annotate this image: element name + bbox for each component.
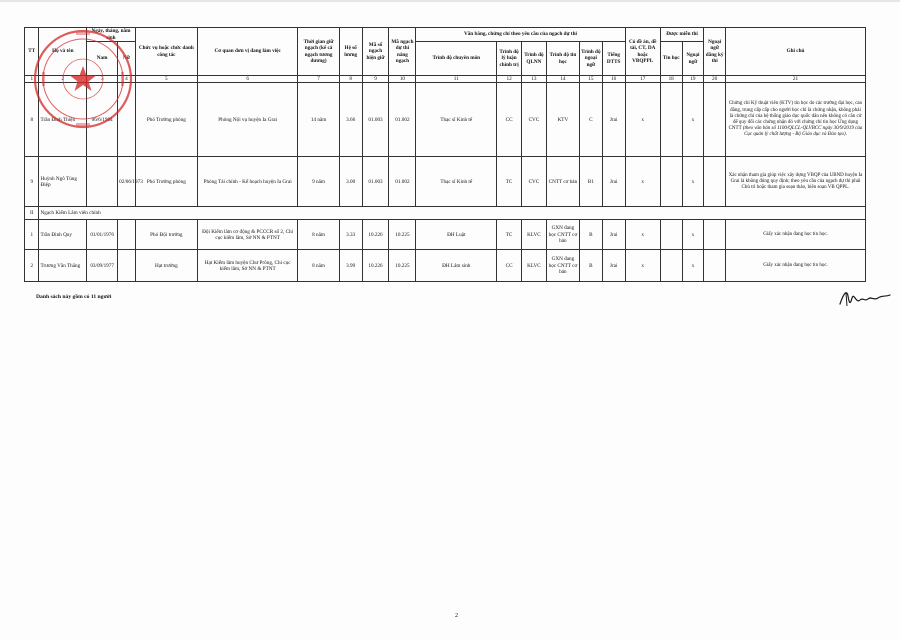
cell-mien-ngoai-ngu: x xyxy=(682,157,704,207)
cell-ma-so: 01.003 xyxy=(362,157,389,207)
header-co-quan: Cơ quan đơn vị đang làm việc xyxy=(197,28,297,76)
summary-footer: Danh sách này gồm có 11 người xyxy=(36,294,112,300)
ghi-chu-text: Xác nhận tham gia giúp việc xây dựng VBQP của UBND huyện Ia Grai là không đúng quy định; theo yêu cầu của ngạch dự thi phải Chủ trì hoặc tham gia soạn thảo, biên soạn VB QPPL. xyxy=(728,172,863,190)
cell-nu xyxy=(118,83,136,157)
handwritten-signature xyxy=(838,288,892,310)
cell-mien-tin-hoc xyxy=(660,157,682,207)
cell-ngoai-ngu-dk xyxy=(704,220,726,250)
header-ho-ten: Họ và tên xyxy=(39,28,87,76)
page-edge xyxy=(0,0,900,2)
cell-ma-so: 10.226 xyxy=(362,250,389,282)
cell-de-an: x xyxy=(625,250,660,282)
col-number: 5 xyxy=(135,76,197,83)
header-thoi-gian: Thời gian giữ ngạch (kể cả ngạch tương đương) xyxy=(298,28,339,76)
table-row xyxy=(25,250,866,282)
cell-ma-ngach: 10.225 xyxy=(389,250,416,282)
col-number: 9 xyxy=(362,76,389,83)
cell-tt: 2 xyxy=(25,250,39,282)
cell-qlnn: KLVC xyxy=(522,220,547,250)
cell-tt: 9 xyxy=(25,157,39,207)
cell-co-quan: Phòng Nội vụ huyện Ia Grai xyxy=(197,83,297,157)
header-mien-ngoai-ngu: Ngoại ngữ xyxy=(682,42,704,76)
cell-nam xyxy=(87,157,118,207)
cell-nam: 06/6/1984 xyxy=(87,83,118,157)
cell-he-so: 3.33 xyxy=(339,220,362,250)
cell-ngoai-ngu-dk xyxy=(704,250,726,282)
header-llct: Trình độ lý luận chính trị xyxy=(497,42,522,76)
cell-mien-tin-hoc xyxy=(660,220,682,250)
col-number: 17 xyxy=(625,76,660,83)
cell-mien-ngoai-ngu: x xyxy=(682,250,704,282)
cell-ho-ten: Trương Văn Thắng xyxy=(39,250,87,282)
cell-de-an: x xyxy=(625,220,660,250)
col-number: 8 xyxy=(339,76,362,83)
cell-tin-hoc: CNTT cơ bản xyxy=(546,157,579,207)
cell-co-quan: Đội Kiểm lâm cơ động & PCCCR số 2, Chi cục kiểm lâm, Sở NN & PTNT xyxy=(197,220,297,250)
cell-chuyen-mon: Thạc sĩ Kinh tế xyxy=(416,83,497,157)
header-mien-tin-hoc: Tin học xyxy=(660,42,682,76)
cell-he-so: 3.66 xyxy=(339,83,362,157)
cell-qlnn: CVC xyxy=(522,83,547,157)
cell-he-so: 3.99 xyxy=(339,250,362,282)
cell-dtts: Jrai xyxy=(602,220,625,250)
cell-llct: TC xyxy=(497,220,522,250)
header-ma-so: Mã số ngạch hiện giữ xyxy=(362,28,389,76)
col-number: 16 xyxy=(602,76,625,83)
cell-thoi-gian: 8 năm xyxy=(298,220,339,250)
cell-chuc-vu: Phó Đội trưởng xyxy=(135,220,197,250)
cell-qlnn: CVC xyxy=(522,157,547,207)
col-number: 6 xyxy=(197,76,297,83)
ghi-chu-text: Chứng chỉ Kỹ thuật viên (KTV) tin học do các trường đại học, cao đẳng, trung cấp cấp cho người học chỉ là chứng nhận, không phải là chứng chỉ của hệ thống giáo dục quốc dân nên không có căn cứ để quy đổi các chứng nhận đó với chứng chỉ tin học Ứng dụng CNTT xyxy=(728,101,863,131)
cell-dtts: Jrai xyxy=(602,250,625,282)
header-tt: TT xyxy=(25,28,39,76)
col-number: 12 xyxy=(497,76,522,83)
cell-tt: 1 xyxy=(25,220,39,250)
header-nu: Nữ xyxy=(118,42,136,76)
cell-tin-hoc: GXN đang học CNTT cơ bản xyxy=(546,220,579,250)
cell-nu: 02/06/1973 xyxy=(118,157,136,207)
header-van-bang: Văn bằng, chứng chỉ theo yêu cầu của ngạch dự thi xyxy=(416,28,625,42)
candidate-table xyxy=(24,27,866,282)
page-number: 2 xyxy=(455,613,458,619)
col-number: 13 xyxy=(522,76,547,83)
cell-nam: 03/09/1977 xyxy=(87,250,118,282)
cell-mien-ngoai-ngu: x xyxy=(682,83,704,157)
col-number: 1 xyxy=(25,76,39,83)
col-number: 11 xyxy=(416,76,497,83)
header-chuc-vu: Chức vụ hoặc chức danh công tác xyxy=(135,28,197,76)
col-number: 4 xyxy=(118,76,136,83)
cell-ngoai-ngu: B1 xyxy=(579,157,602,207)
cell-tin-hoc: KTV xyxy=(546,83,579,157)
header-ma-ngach: Mã ngạch dự thi nâng ngạch xyxy=(389,28,416,76)
cell-ghi-chu: Giấy xác nhận đang học tin học. xyxy=(726,220,866,250)
cell-ghi-chu: Giấy xác nhận đang học tin học. xyxy=(726,250,866,282)
cell-ngoai-ngu: B xyxy=(579,220,602,250)
cell-ma-so: 10.226 xyxy=(362,220,389,250)
col-number: 18 xyxy=(660,76,682,83)
cell-ma-ngach: 01.002 xyxy=(389,157,416,207)
cell-chuc-vu: Hạt trưởng xyxy=(135,250,197,282)
section-number: II xyxy=(25,207,39,220)
col-number: 10 xyxy=(389,76,416,83)
cell-qlnn: KLVC xyxy=(522,250,547,282)
table-row xyxy=(25,157,866,207)
cell-ngoai-ngu: B xyxy=(579,250,602,282)
cell-de-an: x xyxy=(625,83,660,157)
cell-he-so: 3.00 xyxy=(339,157,362,207)
header-he-so: Hệ số lương xyxy=(339,28,362,76)
cell-chuc-vu: Phó Trưởng phòng xyxy=(135,83,197,157)
cell-llct: CC xyxy=(497,250,522,282)
cell-mien-tin-hoc xyxy=(660,250,682,282)
section-title: Ngạch Kiểm Lâm viên chính xyxy=(39,207,866,220)
cell-ghi-chu xyxy=(726,157,866,207)
cell-nu xyxy=(118,220,136,250)
header-ngay-sinh: Ngày, tháng, năm sinh xyxy=(87,28,136,42)
cell-ghi-chu xyxy=(726,83,866,157)
cell-ngoai-ngu: C xyxy=(579,83,602,157)
cell-ho-ten: Huỳnh Ngô Tùng Điệp xyxy=(39,157,87,207)
header-nam: Nam xyxy=(87,42,118,76)
col-number: 19 xyxy=(682,76,704,83)
cell-thoi-gian: 8 năm xyxy=(298,250,339,282)
header-mien-thi: Được miễn thi xyxy=(660,28,703,42)
cell-ma-so: 01.003 xyxy=(362,83,389,157)
col-number: 20 xyxy=(704,76,726,83)
cell-thoi-gian: 14 năm xyxy=(298,83,339,157)
cell-nam: 01/01/1976 xyxy=(87,220,118,250)
header-qlnn: Trình độ QLNN xyxy=(522,42,547,76)
cell-ma-ngach: 10.225 xyxy=(389,220,416,250)
cell-de-an: x xyxy=(625,157,660,207)
cell-dtts: Jrai xyxy=(602,83,625,157)
header-de-an: Có đề án, đề tài, CT, DA hoặc VBQPPL xyxy=(625,28,660,76)
col-number: 2 xyxy=(39,76,87,83)
cell-ma-ngach: 01.002 xyxy=(389,83,416,157)
cell-llct: TC xyxy=(497,157,522,207)
cell-ngoai-ngu-dk xyxy=(704,157,726,207)
cell-tt: 8 xyxy=(25,83,39,157)
cell-nu xyxy=(118,250,136,282)
cell-chuyen-mon: ĐH Luật xyxy=(416,220,497,250)
ghi-chu-reference: (theo văn bản số 1100/QLCL-QLVBCC ngày 30/9/2019 của Cục quản lý chất lượng - Bộ Giáo dục và Đào tạo). xyxy=(742,125,863,137)
cell-ho-ten: Trần Đình Quy xyxy=(39,220,87,250)
header-trinh-do-cm: Trình độ chuyên môn xyxy=(416,42,497,76)
cell-chuc-vu: Phó Trưởng phòng xyxy=(135,157,197,207)
col-number: 14 xyxy=(546,76,579,83)
header-ngoai-ngu: Trình độ ngoại ngữ xyxy=(579,42,602,76)
col-number: 7 xyxy=(298,76,339,83)
cell-co-quan: Hạt Kiểm lâm huyện Chư Prông, Chi cục kiểm lâm, Sở NN & PTNT xyxy=(197,250,297,282)
col-number: 15 xyxy=(579,76,602,83)
cell-co-quan: Phòng Tài chính - Kế hoạch huyện Ia Grai xyxy=(197,157,297,207)
header-dtts: Tiếng DTTS xyxy=(602,42,625,76)
cell-chuyen-mon: Thạc sĩ Kinh tế xyxy=(416,157,497,207)
cell-ngoai-ngu-dk xyxy=(704,83,726,157)
cell-tin-hoc: GXN đang học CNTT cơ bản xyxy=(546,250,579,282)
cell-thoi-gian: 9 năm xyxy=(298,157,339,207)
header-row-1 xyxy=(25,28,866,42)
header-ngoai-ngu-dk: Ngoại ngữ đăng ký thi xyxy=(704,28,726,76)
cell-llct: CC xyxy=(497,83,522,157)
cell-mien-ngoai-ngu: x xyxy=(682,220,704,250)
cell-ho-ten: Trần Đình Thiện xyxy=(39,83,87,157)
section-row xyxy=(25,207,866,220)
header-tin-hoc: Trình độ tin học xyxy=(546,42,579,76)
column-number-row xyxy=(25,76,866,83)
col-number: 3 xyxy=(87,76,118,83)
table-row xyxy=(25,220,866,250)
cell-mien-tin-hoc xyxy=(660,83,682,157)
cell-dtts: Jrai xyxy=(602,157,625,207)
table-row xyxy=(25,83,866,157)
header-ghi-chu: Ghi chú xyxy=(726,28,866,76)
cell-chuyen-mon: ĐH Lâm sinh xyxy=(416,250,497,282)
col-number: 21 xyxy=(726,76,866,83)
